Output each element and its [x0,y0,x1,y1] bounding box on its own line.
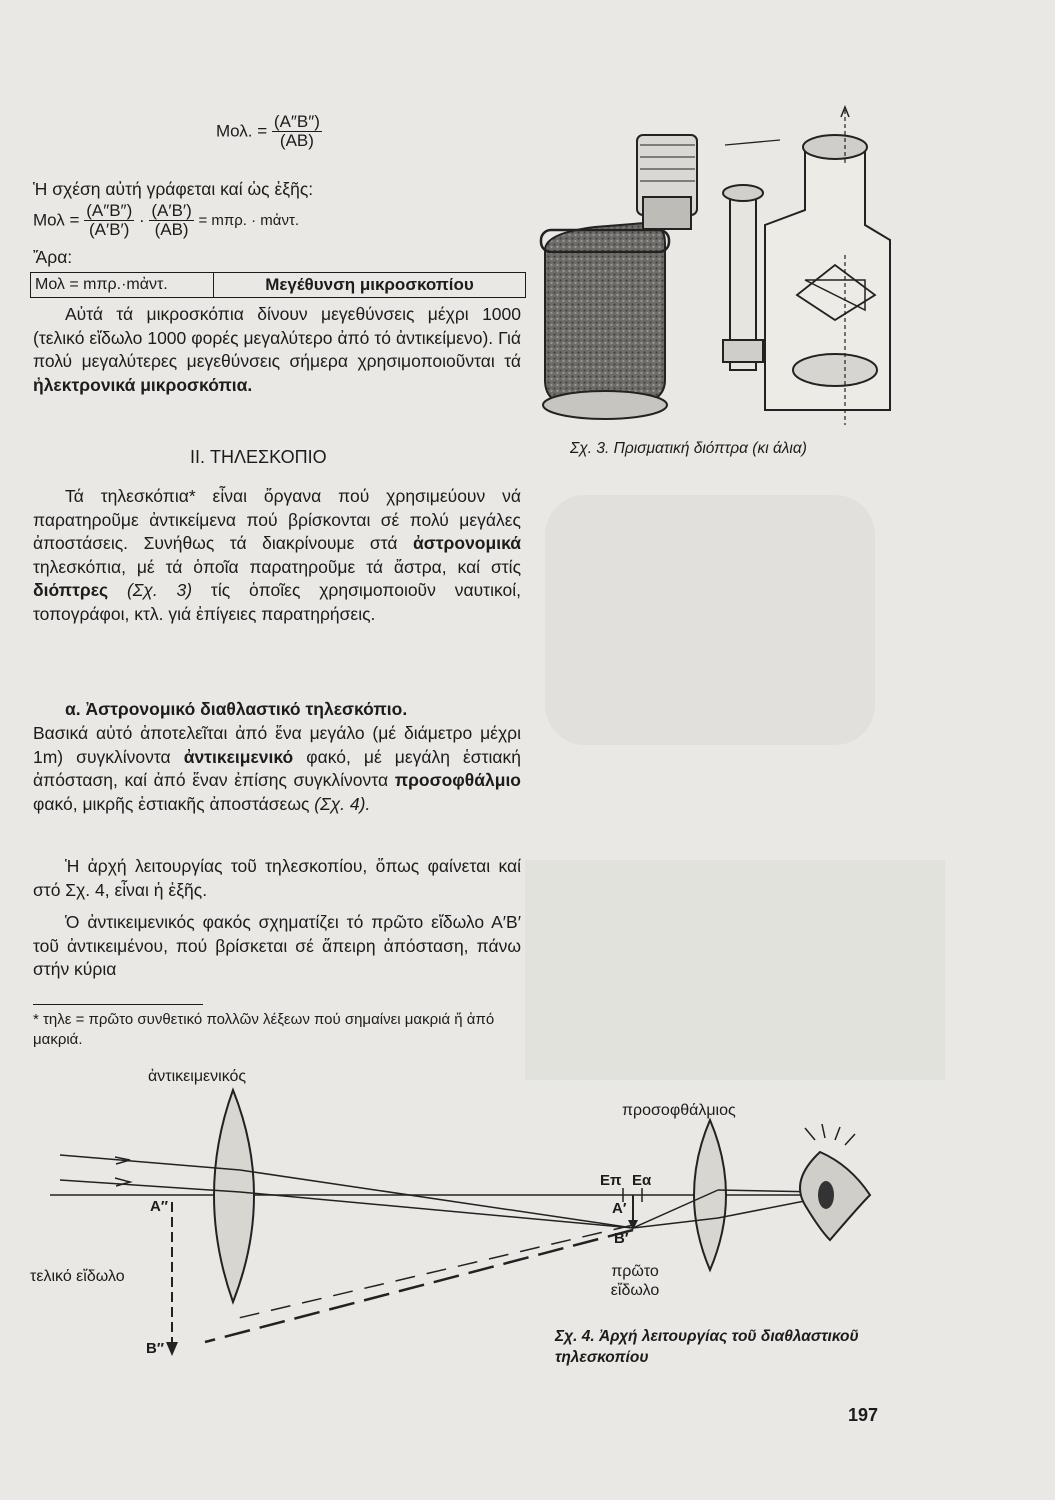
objective-lens [214,1090,254,1302]
left-barrel-bottom [543,391,667,419]
ara-label: Ἄρα: [33,247,73,267]
formula-product: Mολ = $\frac{(A''B'')}{(A'B')}$ · $\frac{(A'B')}{(AB)}$ = mπρ. · mἀντ. [33,201,300,239]
boxed-formula: Mολ = mπρ.·mἀντ. [31,273,214,297]
ray [240,1192,633,1228]
figure-prism-binoculars [535,105,900,435]
paragraph-telescopes: Τά τηλεσκόπια* εἶναι ὄργανα πού χρησιμεύουν νά παρατηροῦμε ἀντικείμενα πού βρίσκονται σέ πολύ μεγάλες ἀποστάσεις. Συνήθως τά διακρίνουμε στά ἀστρονομικά τηλεσκόπια, μέ τά ὁποῖα παρατηροῦμε τά ἄστρα, καί στίς διόπτρες (Σχ. 3) τίς ὁποῖες χρησιμοποιοῦν ναυτικοί, τοπογράφοι, κτλ. γιά ἐπίγειες παρατηρήσεις. [33,486,521,624]
boxed-result [30,272,526,298]
formula1-numerator: (A″B″) [273,112,320,131]
paragraph-microscope: Αὐτά τά μικροσκόπια δίνουν μεγεθύνσεις μέχρι 1000 (τελικό εἴδωλο 1000 φορές μεγαλύτερο ἀπό τό ἀντικείμενο). Γιά πολύ μεγαλύτερες μεγεθύνσεις σήμερα χρησιμοποιοῦνται τά ἠλεκτρονικά μικροσκόπια. [33,304,521,395]
page-number: 197 [848,1405,879,1425]
ray [240,1170,633,1228]
eye-icon [800,1152,870,1240]
show-through-band [525,860,945,1080]
right-objective [793,354,877,386]
relation-text: Ἡ σχέση αὐτή γράφεται καί ὡς ἑξῆς: [33,179,314,199]
footnote-rule [33,1004,203,1005]
ray [60,1180,240,1192]
subsection-title: α. Ἀστρονομικό διαθλαστικό τηλεσκόπιο. [65,699,408,719]
left-barrel [545,223,665,405]
formula1-denominator: (AB) [279,131,314,150]
paragraph-principle: Ἡ ἀρχή λειτουργίας τοῦ τηλεσκοπίου, ὅπως φαίνεται καί στό Σχ. 4, εἶναι ἡ ἑξῆς. [33,856,521,900]
ray [60,1155,240,1170]
label-first-image: πρῶτο εἴδωλο [610,1263,660,1299]
label-e-pi: Eπ [600,1172,622,1189]
eyepiece-lens [694,1120,726,1270]
label-objective: ἀντικειμενικός [148,1068,247,1085]
virtual-ray [230,1225,633,1320]
label-e-alpha: Eα [632,1172,652,1189]
boxed-label: Μεγέθυνση μικροσκοπίου [265,275,474,294]
footnote: * τηλε = πρῶτο συνθετικό πολλῶν λέξεων πού σημαίνει μακριά ἤ ἀπό μακριά. [33,1011,495,1048]
fig3-caption: Σχ. 3. Πρισματική διόπτρα (κι άλια) [570,440,807,457]
right-eyepiece [803,135,867,159]
label-b-single: B′ [614,1230,629,1247]
paragraph-astronomical: Βασικά αὐτό ἀποτελεῖται ἀπό ἕνα μεγάλο (μέ διάμετρο μέχρι 1m) συγκλίνοντα ἀντικειμενικό φακό, μέ μεγάλη ἑστιακή ἀπόσταση, καί ἀπό ἕναν ἐπίσης συγκλίνοντα προσοφθάλμιο φακό, μικρῆς ἑστιακῆς ἀποστάσεως (Σχ. 4). [33,723,522,814]
label-final-image: τελικό εἴδωλο [30,1268,125,1285]
label-b-double: B″ [146,1340,165,1357]
paragraph-objective: Ὁ ἀντικειμενικός φακός σχηματίζει τό πρῶτο εἴδωλο Α′Β′ τοῦ ἀντικειμένου, πού βρίσκεται σέ ἄπειρη ἀπόσταση, πάνω στήν κύρια [33,912,521,979]
formula-magnification: Mολ. = $\frac{(A''B'')}{(AB)}$ [216,112,320,150]
label-eyepiece: προσοφθάλμιος [622,1102,736,1119]
fig4-caption: Σχ. 4. Ἀρχή λειτουργίας τοῦ διαθλαστικοῦ τηλεσκοπίου [555,1328,859,1366]
section-title: II. ΤΗΛΕΣΚΟΠΙΟ [190,447,327,467]
label-a-double: A″ [150,1198,169,1215]
show-through-band [545,495,875,745]
label-a-single: A′ [612,1200,627,1217]
